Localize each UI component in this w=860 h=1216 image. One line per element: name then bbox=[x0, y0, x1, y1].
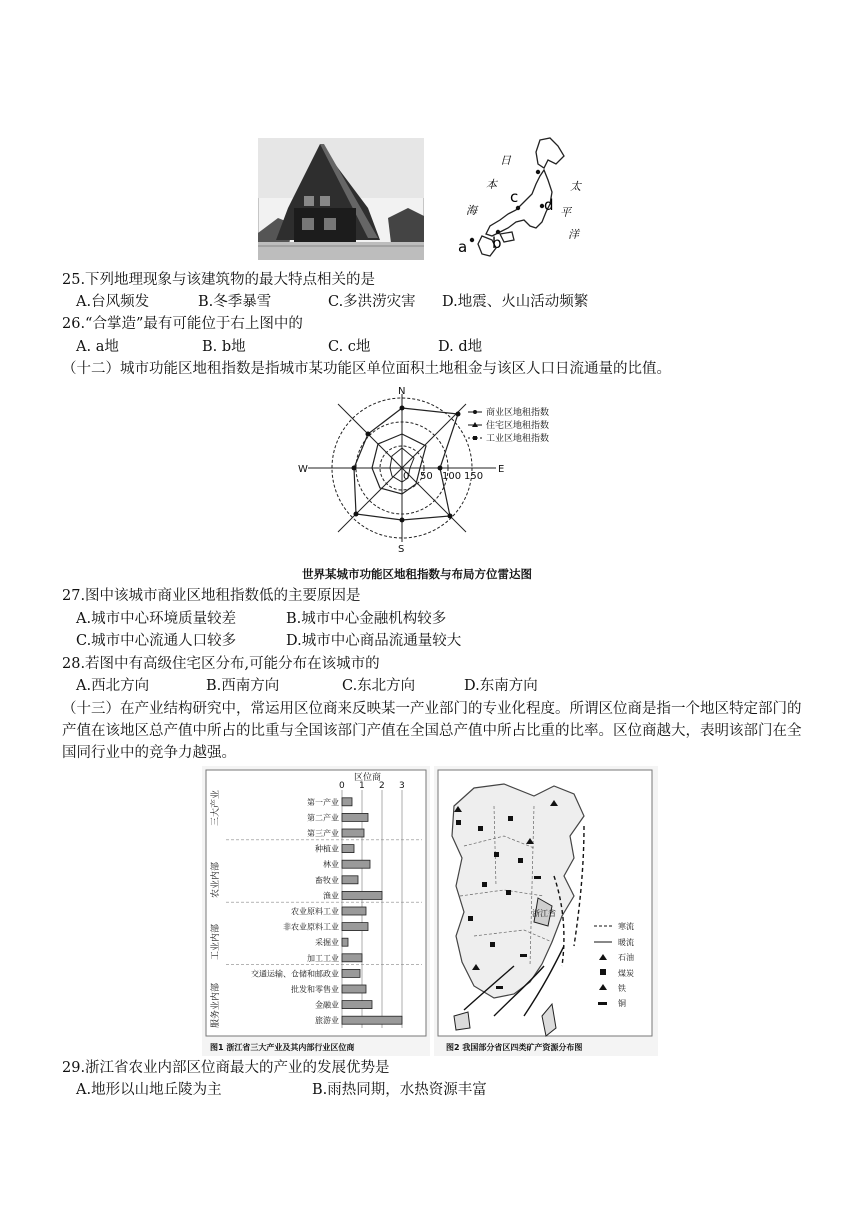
q28-stem: 28.若图中有高级住宅区分布,可能分布在该城市的 bbox=[62, 656, 380, 672]
radar-tick-50: 50 bbox=[420, 471, 433, 482]
fig1-bar bbox=[342, 813, 368, 821]
fig1-bar bbox=[342, 798, 352, 806]
map-label-ri: 日 bbox=[500, 154, 511, 167]
fig1-category-label: 种植业 bbox=[315, 844, 339, 854]
fig1-group-sanda: 三大产业 bbox=[211, 789, 221, 826]
fig1-bar bbox=[342, 845, 354, 853]
fig1-caption: 图1 浙江省三大产业及其内部行业区位商 bbox=[210, 1043, 355, 1052]
map-label-ben: 本 bbox=[486, 178, 497, 191]
radar-dir-n: N bbox=[398, 386, 406, 397]
fig1-category-label: 非农业原料工业 bbox=[283, 922, 339, 932]
fig1-tick-label: 0 bbox=[339, 781, 345, 791]
q27-option-d: D.城市中心商品流通量较大 bbox=[286, 633, 462, 649]
q25-option-d: D.地震、火山活动频繁 bbox=[442, 294, 589, 310]
map-label-c: c bbox=[510, 188, 519, 206]
q28-option-d: D.东南方向 bbox=[464, 678, 538, 694]
q25-option-b: B.冬季暴雪 bbox=[198, 294, 272, 310]
fig1-category-label: 农业原料工业 bbox=[291, 907, 339, 916]
radar-legend-industrial: 工业区地租指数 bbox=[486, 434, 550, 444]
japan-map bbox=[452, 136, 602, 262]
q26-option-a: A. a地 bbox=[76, 339, 119, 355]
q25-stem: 25.下列地理现象与该建筑物的最大特点相关的是 bbox=[62, 272, 376, 288]
q27-option-c: C.城市中心流通人口较多 bbox=[76, 633, 237, 649]
fig1-bar bbox=[342, 907, 366, 915]
map-label-d: d bbox=[544, 196, 554, 214]
fig1-bar bbox=[342, 1016, 402, 1024]
fig1-category-label: 林业 bbox=[323, 860, 339, 870]
map-label-a: a bbox=[458, 238, 468, 256]
radar-legend-residential: 住宅区地租指数 bbox=[486, 421, 550, 431]
location-quotient-chart bbox=[202, 766, 430, 1056]
q27-option-a: A.城市中心环境质量较差 bbox=[76, 611, 237, 627]
fig1-bar bbox=[342, 829, 364, 837]
fig1-axis-title: 区位商 bbox=[354, 773, 382, 783]
map-label-ping: 平 bbox=[560, 206, 571, 219]
map-label-tai: 太 bbox=[570, 180, 581, 193]
q26-stem: 26.“合掌造”最有可能位于右上图中的 bbox=[62, 316, 303, 332]
fig1-group-industry: 工业内部 bbox=[211, 923, 221, 960]
fig1-category-label: 畜牧业 bbox=[315, 875, 339, 885]
q27-option-b: B.城市中心金融机构较多 bbox=[286, 611, 447, 627]
fig1-bar bbox=[342, 938, 348, 946]
fig1-bar bbox=[342, 954, 362, 962]
radar-legend-commercial: 商业区地租指数 bbox=[486, 408, 550, 418]
fig1-category-label: 旅游业 bbox=[315, 1016, 339, 1026]
q25-option-c: C.多洪涝灾害 bbox=[328, 294, 416, 310]
q29-stem: 29.浙江省农业内部区位商最大的产业的发展优势是 bbox=[62, 1060, 390, 1076]
fig1-category-label: 交通运输、仓储和邮政业 bbox=[251, 969, 339, 979]
q26-option-d: D. d地 bbox=[438, 339, 483, 355]
fig1-category-label: 金融业 bbox=[315, 1000, 339, 1010]
map-label-hai: 海 bbox=[466, 204, 477, 217]
gassho-house-photo bbox=[258, 138, 424, 260]
radar-tick-100: 100 bbox=[442, 471, 462, 482]
fig1-tick-label: 2 bbox=[379, 781, 385, 791]
fig1-category-label: 第一产业 bbox=[307, 797, 339, 807]
radar-chart bbox=[292, 384, 582, 554]
fig1-bar bbox=[342, 969, 360, 977]
q28-option-b: B.西南方向 bbox=[206, 678, 280, 694]
fig1-bar bbox=[342, 1001, 372, 1009]
q26-option-b: B. b地 bbox=[202, 339, 246, 355]
radar-tick-0: 0 bbox=[403, 471, 410, 482]
fig2-legend-coal: 煤炭 bbox=[618, 969, 634, 978]
fig1-category-label: 批发和零售业 bbox=[291, 985, 339, 994]
fig1-tick-label: 3 bbox=[399, 781, 405, 791]
fig1-bar bbox=[342, 860, 370, 868]
fig2-legend-cold-current: 寒流 bbox=[618, 922, 634, 931]
radar-caption: 世界某城市功能区地租指数与布局方位雷达图 bbox=[302, 567, 532, 581]
q29-option-b: B.雨热同期，水热资源丰富 bbox=[312, 1082, 487, 1098]
radar-dir-w: W bbox=[298, 464, 308, 475]
fig2-legend-iron: 铁 bbox=[618, 984, 626, 993]
q28-option-a: A.西北方向 bbox=[76, 678, 150, 694]
fig1-tick-label: 1 bbox=[359, 781, 365, 791]
fig1-category-label: 第三产业 bbox=[307, 829, 339, 838]
radar-tick-150: 150 bbox=[464, 471, 484, 482]
fig2-legend-oil: 石油 bbox=[618, 953, 634, 962]
fig1-bar bbox=[342, 891, 382, 899]
q29-option-a: A.地形以山地丘陵为主 bbox=[76, 1082, 222, 1098]
fig2-province-label: 浙江省 bbox=[532, 909, 556, 918]
fig1-group-service: 服务业内部 bbox=[211, 982, 221, 1028]
fig1-category-label: 采掘业 bbox=[315, 938, 339, 948]
fig1-bar bbox=[342, 985, 366, 993]
fig1-group-agri: 农业内部 bbox=[211, 861, 221, 898]
section-12-intro: （十二）城市功能区地租指数是指城市某功能区单位面积土地租金与该区人口日流通量的比值。 bbox=[62, 361, 671, 377]
fig1-bar bbox=[342, 923, 368, 931]
fig1-category-label: 渔业 bbox=[323, 891, 339, 901]
mineral-resource-map bbox=[434, 766, 658, 1056]
fig1-category-label: 加工工业 bbox=[307, 953, 339, 963]
map-label-yang: 洋 bbox=[568, 228, 579, 241]
q27-stem: 27.图中该城市商业区地租指数低的主要原因是 bbox=[62, 588, 361, 604]
q28-option-c: C.东北方向 bbox=[342, 678, 416, 694]
fig2-legend-copper: 铜 bbox=[618, 999, 626, 1008]
radar-dir-s: S bbox=[398, 544, 405, 554]
q25-option-a: A.台风频发 bbox=[76, 294, 150, 310]
fig1-category-label: 第二产业 bbox=[307, 813, 339, 823]
section-13-intro: （十三）在产业结构研究中，常运用区位商来反映某一产业部门的专业化程度。所谓区位商是指一个地区特定部门的产值在该地区总产值中所占的比重与全国该部门产值在全国总产值中所占比重的比率。区位商越大，表明该部门在全国同行业中的竞争力越强。 bbox=[62, 701, 802, 761]
radar-dir-e: E bbox=[498, 464, 505, 475]
map-label-b: b bbox=[492, 234, 502, 252]
fig2-caption: 图2 我国部分省区四类矿产资源分布图 bbox=[446, 1043, 583, 1052]
fig1-bar bbox=[342, 876, 358, 884]
fig2-legend-warm-current: 暖流 bbox=[618, 938, 634, 947]
q26-option-c: C. c地 bbox=[328, 339, 371, 355]
